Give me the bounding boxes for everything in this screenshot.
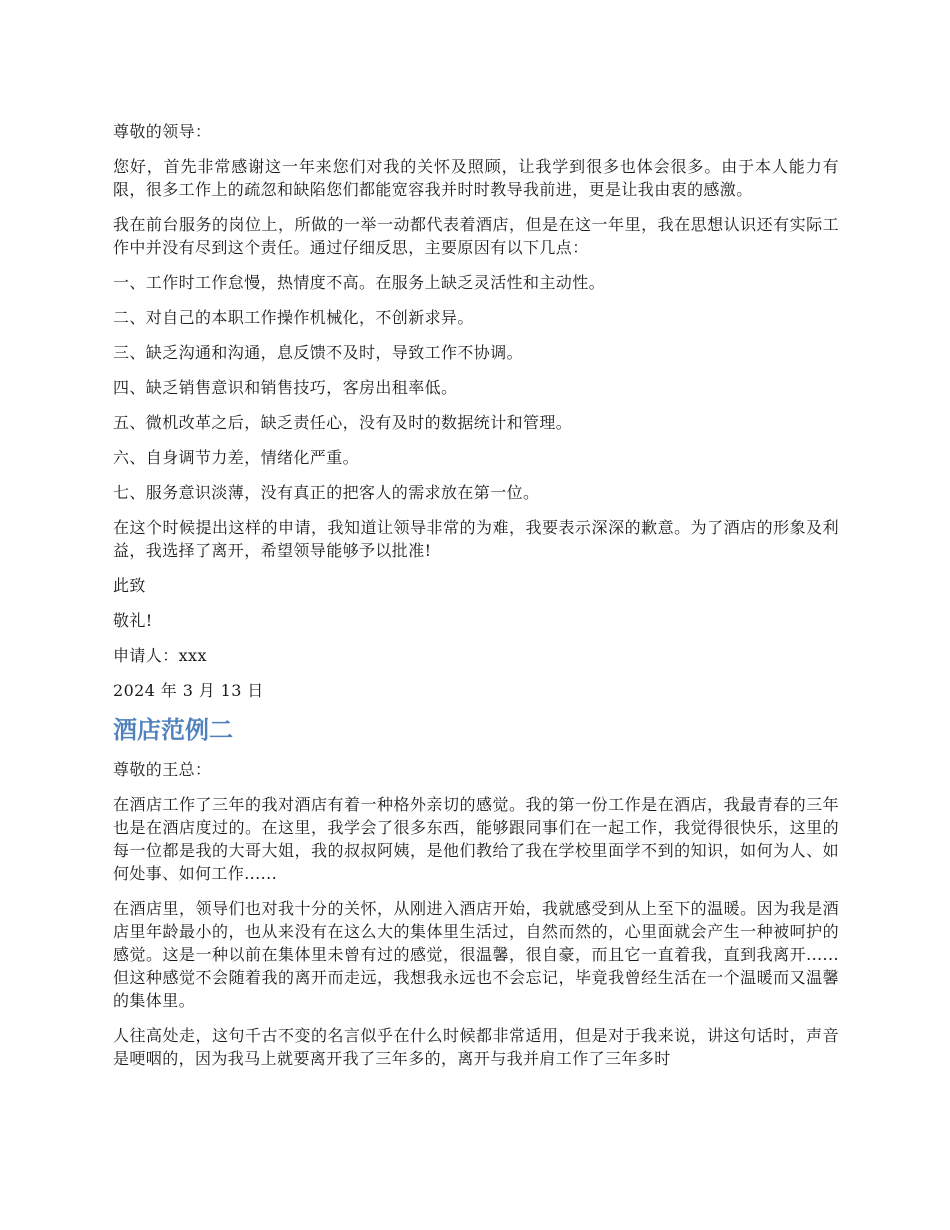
list-item: 四、缺乏销售意识和销售技巧，客房出租率低。 [113, 378, 458, 397]
closing-line: 此致 [113, 576, 146, 595]
list-item: 七、服务意识淡薄，没有真正的把客人的需求放在第一位。 [113, 483, 540, 502]
list-item: 三、缺乏沟通和沟通，息反馈不及时，导致工作不协调。 [113, 343, 524, 362]
list-item: 五、微机改革之后，缺乏责任心，没有及时的数据统计和管理。 [113, 413, 573, 432]
paragraph: 在酒店里，领导们也对我十分的关怀，从刚进入酒店开始，我就感受到从上至下的温暖。因为我是酒店里年龄最小的，也从来没有在这么大的集体里生活过，自然而然的，心里面就会产生一种被呵护的感觉。这是一种以前在集体里未曾有过的感觉，很温馨，很自豪，而且它一直着我，直到我离开......但这种感觉不会随着我的离开而走远，我想我永远也不会忘记，毕竟我曾经生活在一个温暖而又温馨的集体里。 [113, 899, 839, 1010]
paragraph: 在酒店工作了三年的我对酒店有着一种格外亲切的感觉。我的第一份工作是在酒店，我最青春的三年也是在酒店度过的。在这里，我学会了很多东西，能够跟同事们在一起工作，我觉得很快乐，这里的每一位都是我的大哥大姐，我的叔叔阿姨，是他们教给了我在学校里面学不到的知识，如何为人、如何处事、如何工作...... [113, 795, 839, 883]
salutation: 尊敬的领导： [113, 122, 212, 141]
date-line: 2024 年 3 月 13 日 [113, 681, 264, 700]
document-page [113, 120, 839, 1082]
salutation: 尊敬的王总： [113, 760, 212, 779]
section-heading: 酒店范例二 [113, 716, 233, 744]
applicant-line: 申请人：xxx [113, 646, 207, 665]
list-item: 二、对自己的本职工作操作机械化，不创新求异。 [113, 308, 474, 327]
closing-line: 敬礼! [113, 611, 153, 630]
paragraph: 我在前台服务的岗位上，所做的一举一动都代表着酒店，但是在这一年里，我在思想认识还有实际工作中并没有尽到这个责任。通过仔细反思，主要原因有以下几点： [113, 215, 839, 257]
list-item: 一、工作时工作怠慢，热情度不高。在服务上缺乏灵活性和主动性。 [113, 273, 606, 292]
paragraph: 您好，首先非常感谢这一年来您们对我的关怀及照顾，让我学到很多也体会很多。由于本人能力有限，很多工作上的疏忽和缺陷您们都能宽容我并时时教导我前进，更是让我由衷的感激。 [113, 157, 839, 199]
list-item: 六、自身调节力差，情绪化严重。 [113, 448, 360, 467]
paragraph: 在这个时候提出这样的申请，我知道让领导非常的为难，我要表示深深的歉意。为了酒店的形象及利益，我选择了离开，希望领导能够予以批准! [113, 518, 839, 560]
paragraph: 人往高处走，这句千古不变的名言似乎在什么时候都非常适用，但是对于我来说，讲这句话时，声音是哽咽的，因为我马上就要离开我了三年多的，离开与我并肩工作了三年多时 [113, 1026, 839, 1068]
